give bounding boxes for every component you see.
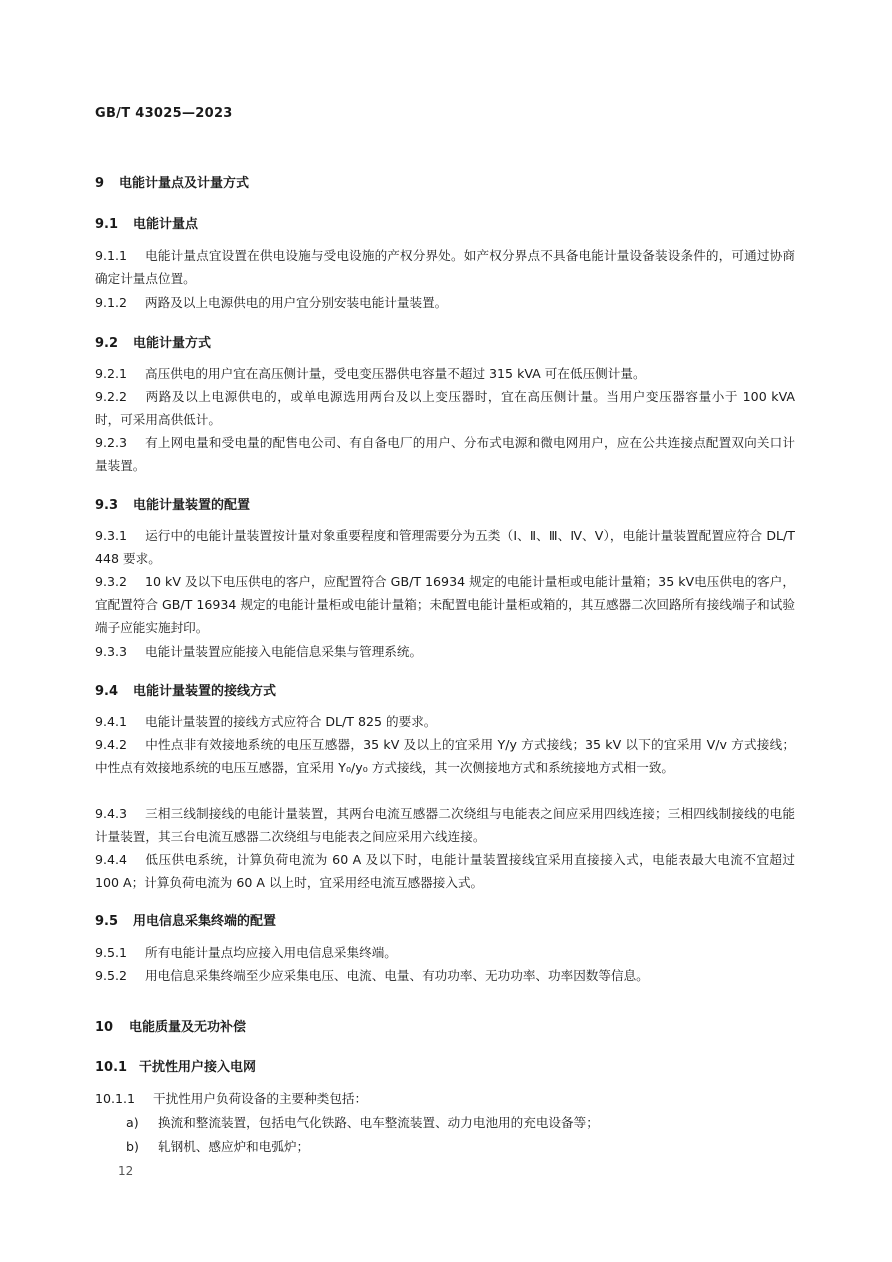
subsection-title: 电能计量装置的接线方式 (133, 684, 277, 699)
clause-9-5-2 (95, 964, 795, 987)
clause-9-2-2 (95, 385, 795, 431)
clause-text: 电能计量装置应能接入电能信息采集与管理系统。 (145, 644, 423, 659)
list-marker: a) (126, 1115, 139, 1130)
clause-number: 9.3.1 (95, 528, 128, 543)
subsection-title: 用电信息采集终端的配置 (133, 914, 277, 929)
clause-number: 9.2.2 (95, 389, 128, 404)
subsection-title: 电能计量点 (133, 217, 199, 232)
clause-text: 运行中的电能计量装置按计量对象重要程度和管理需要分为五类（Ⅰ、Ⅱ、Ⅲ、Ⅳ、Ⅴ），电能计量装置配置应符合 DL/T 448 要求。 (95, 528, 795, 566)
clause-9-5-1 (95, 941, 795, 964)
clause-text: 三相三线制接线的电能计量装置，其两台电流互感器二次绕组与电能表之间应采用四线连接；三相四线制接线的电能计量装置，其三台电流互感器二次绕组与电能表之间应采用六线连接。 (95, 806, 795, 844)
section-heading-9 (95, 172, 795, 191)
clause-number: 9.1.1 (95, 248, 128, 263)
clause-9-2-3 (95, 431, 795, 477)
clause-9-2-1 (95, 362, 795, 385)
list-text: 换流和整流装置，包括电气化铁路、电车整流装置、动力电池用的充电设备等； (158, 1115, 599, 1130)
section-number: 9 (95, 176, 105, 191)
clause-number: 9.4.1 (95, 714, 128, 729)
clause-text: 所有电能计量点均应接入用电信息采集终端。 (145, 945, 397, 960)
clause-9-4-3 (95, 802, 795, 848)
clause-9-4-2 (95, 733, 795, 779)
clause-text: 电能计量点宜设置在供电设施与受电设施的产权分界处。如产权分界点不具备电能计量设备装设条件的，可通过协商确定计量点位置。 (95, 248, 795, 286)
clause-9-4-1 (95, 710, 795, 733)
clause-9-4-4 (95, 848, 795, 894)
clause-text: 有上网电量和受电量的配售电公司、有自备电厂的用户、分布式电源和微电网用户，应在公共连接点配置双向关口计量装置。 (95, 435, 795, 473)
subsection-heading-9-1 (95, 213, 795, 232)
subsection-number: 9.4 (95, 684, 119, 699)
subsection-title: 电能计量装置的配置 (133, 498, 251, 513)
clause-number: 9.4.2 (95, 737, 128, 752)
clause-text: 中性点非有效接地系统的电压互感器，35 kV 及以上的宜采用 Y/y 方式接线；35 kV 以下的宜采用 V/v 方式接线；中性点有效接地系统的电压互感器，宜采用 Y₀/y₀ 方式接线，其一次侧接地方式和系统接地方式相一致。 (95, 737, 795, 775)
list-text: 轧钢机、感应炉和电弧炉； (158, 1139, 310, 1154)
clause-9-1-1 (95, 244, 795, 290)
section-title: 电能计量点及计量方式 (119, 176, 250, 191)
clause-text: 高压供电的用户宜在高压侧计量，受电变压器供电容量不超过 315 kVA 可在低压侧计量。 (145, 366, 646, 381)
standard-number: GB/T 43025—2023 (95, 106, 233, 121)
section-title: 电能质量及无功补偿 (129, 1020, 247, 1035)
list-marker: b) (126, 1139, 139, 1154)
clause-text: 低压供电系统，计算负荷电流为 60 A 及以下时，电能计量装置接线宜采用直接接入式，电能表最大电流不宜超过 100 A；计算负荷电流为 60 A 以上时，宜采用经电流互感器接入式。 (95, 852, 795, 890)
clause-text: 两路及以上电源供电的用户宜分别安装电能计量装置。 (145, 295, 448, 310)
subsection-number: 9.3 (95, 498, 119, 513)
list-item (126, 1136, 786, 1158)
subsection-heading-9-2 (95, 332, 795, 351)
page-number: 12 (118, 1164, 134, 1178)
clause-text: 10 kV 及以下电压供电的客户，应配置符合 GB/T 16934 规定的电能计量柜或电能计量箱；35 kV电压供电的客户，宜配置符合 GB/T 16934 规定的电能计量柜或电能计量箱；未配置电能计量柜或箱的，其互感器二次回路所有接线端子和试验端子应能实施封印。 (95, 574, 795, 635)
subsection-heading-9-4 (95, 680, 795, 699)
clause-text: 用电信息采集终端至少应采集电压、电流、电量、有功功率、无功功率、功率因数等信息。 (145, 968, 649, 983)
clause-10-1-1 (95, 1087, 795, 1110)
clause-text: 干扰性用户负荷设备的主要种类包括： (153, 1091, 368, 1106)
subsection-number: 9.2 (95, 336, 119, 351)
clause-number: 9.3.3 (95, 644, 128, 659)
clause-number: 9.2.1 (95, 366, 128, 381)
subsection-number: 10.1 (95, 1060, 128, 1075)
subsection-number: 9.5 (95, 914, 119, 929)
clause-number: 9.1.2 (95, 295, 128, 310)
clause-9-3-2 (95, 570, 795, 639)
clause-number: 9.4.4 (95, 852, 128, 867)
clause-number: 9.4.3 (95, 806, 128, 821)
section-number: 10 (95, 1020, 114, 1035)
clause-number: 10.1.1 (95, 1091, 136, 1106)
subsection-heading-9-3 (95, 494, 795, 513)
clause-9-3-1 (95, 524, 795, 570)
clause-9-1-2 (95, 291, 795, 314)
clause-number: 9.3.2 (95, 574, 128, 589)
subsection-number: 9.1 (95, 217, 119, 232)
clause-9-3-3 (95, 640, 795, 663)
clause-number: 9.2.3 (95, 435, 128, 450)
subsection-title: 电能计量方式 (133, 336, 212, 351)
clause-number: 9.5.2 (95, 968, 128, 983)
clause-text: 两路及以上电源供电的，或单电源选用两台及以上变压器时，宜在高压侧计量。当用户变压器容量小于 100 kVA 时，可采用高供低计。 (95, 389, 795, 427)
clause-number: 9.5.1 (95, 945, 128, 960)
subsection-heading-10-1 (95, 1056, 795, 1075)
list-item (126, 1112, 786, 1134)
subsection-heading-9-5 (95, 910, 795, 929)
subsection-title: 干扰性用户接入电网 (139, 1060, 257, 1075)
section-heading-10 (95, 1016, 795, 1035)
clause-text: 电能计量装置的接线方式应符合 DL/T 825 的要求。 (145, 714, 437, 729)
